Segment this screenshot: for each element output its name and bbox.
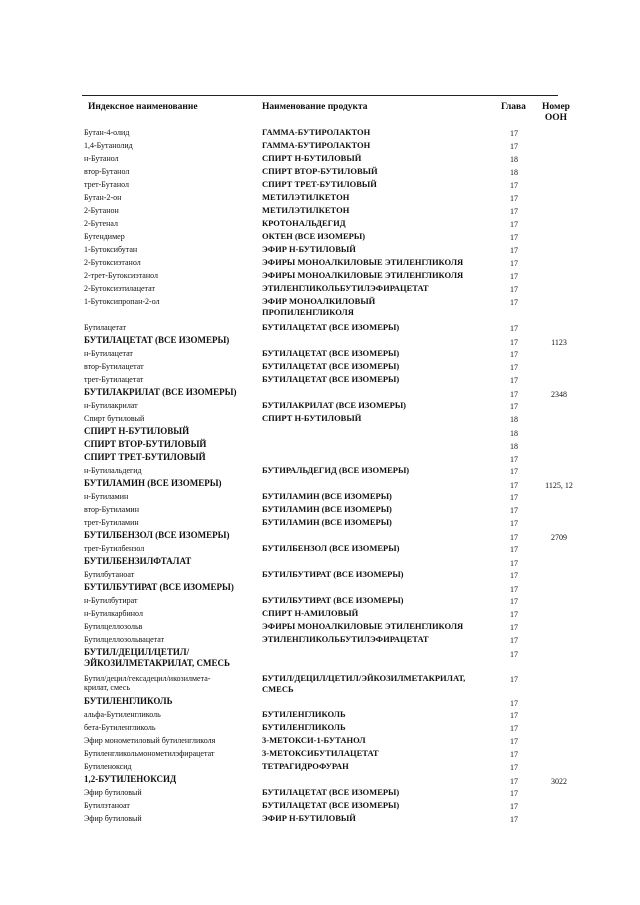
index-name-cell: Бутилацетат xyxy=(84,323,126,332)
chapter-cell: 17 xyxy=(510,533,518,542)
chapter-cell: 17 xyxy=(510,129,518,138)
product-name-cell: КРОТОНАЛЬДЕГИД xyxy=(262,218,346,228)
product-name-cell: БУТИЛБУТИРАТ (ВСЕ ИЗОМЕРЫ) xyxy=(262,569,404,579)
index-name-cell: Бутилцеллозольвацетат xyxy=(84,635,165,644)
product-name-cell: ЭФИР Н-БУТИЛОВЫЙ xyxy=(262,813,356,823)
index-name-cell: трет-Бутилбензол xyxy=(84,544,145,553)
chapter-cell: 17 xyxy=(510,650,518,659)
index-name-cell: БУТИЛЕНГЛИКОЛЬ xyxy=(84,696,173,706)
index-name-cell: н-Бутилакрилат xyxy=(84,401,138,410)
chapter-cell: 17 xyxy=(510,194,518,203)
index-name-cell: 1,2-БУТИЛЕНОКСИД xyxy=(84,774,177,784)
index-name-cell: н-Бутанол xyxy=(84,154,119,163)
chapter-cell: 17 xyxy=(510,802,518,811)
index-name-cell: Бутан-4-олид xyxy=(84,128,130,137)
product-name-cell: ЭФИРЫ МОНОАЛКИЛОВЫЕ ЭТИЛЕНГЛИКОЛЯ xyxy=(262,270,464,280)
index-name-cell: н-Бутилкарбинол xyxy=(84,609,143,618)
index-name-cell: Бутиленоксид xyxy=(84,762,132,771)
product-name-cell: БУТИЛАЦЕТАТ (ВСЕ ИЗОМЕРЫ) xyxy=(262,800,400,810)
index-name-cell: н-Бутилбутират xyxy=(84,596,138,605)
index-name-cell: Эфир бутиловый xyxy=(84,788,142,797)
product-name-cell: БУТИЛАЦЕТАТ (ВСЕ ИЗОМЕРЫ) xyxy=(262,361,400,371)
product-name-cell: ГАММА-БУТИРОЛАКТОН xyxy=(262,140,371,150)
index-name-cell: БУТИЛАКРИЛАТ (ВСЕ ИЗОМЕРЫ) xyxy=(84,387,237,397)
index-name-cell: Бутиленгликольмонометилэфирацетат xyxy=(84,749,215,758)
chapter-cell: 17 xyxy=(510,207,518,216)
chapter-cell: 17 xyxy=(510,350,518,359)
chapter-cell: 17 xyxy=(510,181,518,190)
product-name-cell: СПИРТ Н-БУТИЛОВЫЙ xyxy=(262,153,362,163)
index-name-cell: Бутил/децил/гексадецил/икозилмета- xyxy=(84,674,211,683)
index-name-cell: Бутан-2-он xyxy=(84,193,122,202)
index-name-cell: трет-Бутиламин xyxy=(84,518,139,527)
product-name-cell-continued: СМЕСЬ xyxy=(262,684,294,694)
product-name-cell: ЭТИЛЕНГЛИКОЛЬБУТИЛЭФИРАЦЕТАТ xyxy=(262,283,429,293)
un-number-cell: 2709 xyxy=(551,533,567,542)
product-name-cell: МЕТИЛЭТИЛКЕТОН xyxy=(262,205,350,215)
chapter-cell: 17 xyxy=(510,724,518,733)
un-number-cell: 3022 xyxy=(551,777,567,786)
chapter-cell: 17 xyxy=(510,610,518,619)
index-name-cell: СПИРТ Н-БУТИЛОВЫЙ xyxy=(84,426,190,436)
chapter-cell: 17 xyxy=(510,777,518,786)
index-name-cell: Бутилэтаноат xyxy=(84,801,130,810)
product-name-cell: БУТИЛАМИН (ВСЕ ИЗОМЕРЫ) xyxy=(262,491,392,501)
index-name-cell: БУТИЛБЕНЗИЛФТАЛАТ xyxy=(84,556,192,566)
index-name-cell: втор-Бутилацетат xyxy=(84,362,144,371)
index-name-cell: СПИРТ ВТОР-БУТИЛОВЫЙ xyxy=(84,439,207,449)
chapter-cell: 17 xyxy=(510,750,518,759)
index-name-cell: БУТИЛАЦЕТАТ (ВСЕ ИЗОМЕРЫ) xyxy=(84,335,230,345)
chapter-cell: 17 xyxy=(510,363,518,372)
product-name-cell: ТЕТРАГИДРОФУРАН xyxy=(262,761,349,771)
chapter-cell: 17 xyxy=(510,763,518,772)
header-product-name: Наименование продукта xyxy=(262,102,368,112)
chapter-cell: 17 xyxy=(510,298,518,307)
index-name-cell: альфа-Бутиленгликоль xyxy=(84,710,161,719)
product-name-cell: ЭФИР Н-БУТИЛОВЫЙ xyxy=(262,244,356,254)
product-name-cell: БУТИЛЕНГЛИКОЛЬ xyxy=(262,709,346,719)
header-index-name: Индексное наименование xyxy=(88,102,198,112)
index-name-cell: 1-Бутоксипропан-2-ол xyxy=(84,297,160,306)
product-name-cell: БУТИЛАКРИЛАТ (ВСЕ ИЗОМЕРЫ) xyxy=(262,400,407,410)
chapter-cell: 17 xyxy=(510,272,518,281)
product-name-cell: БУТИЛ/ДЕЦИЛ/ЦЕТИЛ/ЭЙКОЗИЛМЕТАКРИЛАТ, xyxy=(262,673,466,683)
product-name-cell: БУТИРАЛЬДЕГИД (ВСЕ ИЗОМЕРЫ) xyxy=(262,465,410,475)
index-name-cell: 2-Бутоксиэтилацетат xyxy=(84,284,155,293)
un-number-cell: 2348 xyxy=(551,390,567,399)
chapter-cell: 17 xyxy=(510,597,518,606)
chapter-cell: 17 xyxy=(510,467,518,476)
chapter-cell: 17 xyxy=(510,376,518,385)
chapter-cell: 17 xyxy=(510,220,518,229)
chapter-cell: 17 xyxy=(510,390,518,399)
index-name-cell: 2-трет-Бутоксиэтанол xyxy=(84,271,159,280)
product-name-cell: БУТИЛАЦЕТАТ (ВСЕ ИЗОМЕРЫ) xyxy=(262,787,400,797)
product-name-cell: МЕТИЛЭТИЛКЕТОН xyxy=(262,192,350,202)
index-name-cell: БУТИЛБЕНЗОЛ (ВСЕ ИЗОМЕРЫ) xyxy=(84,530,230,540)
chapter-cell: 17 xyxy=(510,338,518,347)
un-number-cell: 1123 xyxy=(551,338,567,347)
chapter-cell: 17 xyxy=(510,481,518,490)
index-name-cell: Эфир монометиловый бутиленгликоля xyxy=(84,736,216,745)
index-name-cell: 2-Бутенал xyxy=(84,219,118,228)
index-name-cell: бета-Бутиленгликоль xyxy=(84,723,156,732)
chapter-cell: 17 xyxy=(510,711,518,720)
chapter-cell: 17 xyxy=(510,493,518,502)
index-name-cell: н-Бутиламин xyxy=(84,492,129,501)
chapter-cell: 17 xyxy=(510,571,518,580)
product-name-cell: ЭТИЛЕНГЛИКОЛЬБУТИЛЭФИРАЦЕТАТ xyxy=(262,634,429,644)
product-name-cell: БУТИЛЕНГЛИКОЛЬ xyxy=(262,722,346,732)
chapter-cell: 18 xyxy=(510,415,518,424)
chapter-cell: 17 xyxy=(510,519,518,528)
chapter-cell: 18 xyxy=(510,155,518,164)
chapter-cell: 18 xyxy=(510,168,518,177)
index-name-cell: 1,4-Бутанолид xyxy=(84,141,133,150)
product-name-cell: БУТИЛАМИН (ВСЕ ИЗОМЕРЫ) xyxy=(262,504,392,514)
index-name-cell: 2-Бутанон xyxy=(84,206,119,215)
index-name-cell: Эфир бутиловый xyxy=(84,814,142,823)
chapter-cell: 17 xyxy=(510,259,518,268)
index-name-cell: Бутилцеллозольв xyxy=(84,622,143,631)
index-name-cell: БУТИЛАМИН (ВСЕ ИЗОМЕРЫ) xyxy=(84,478,222,488)
index-name-cell-continued: крилат, смесь xyxy=(84,683,130,692)
product-name-cell: БУТИЛБУТИРАТ (ВСЕ ИЗОМЕРЫ) xyxy=(262,595,404,605)
index-name-cell: трет-Бутанол xyxy=(84,180,130,189)
product-name-cell: БУТИЛАЦЕТАТ (ВСЕ ИЗОМЕРЫ) xyxy=(262,374,400,384)
chapter-cell: 17 xyxy=(510,585,518,594)
index-name-cell: БУТИЛБУТИРАТ (ВСЕ ИЗОМЕРЫ) xyxy=(84,582,234,592)
product-name-cell: ГАММА-БУТИРОЛАКТОН xyxy=(262,127,371,137)
product-name-cell: БУТИЛАМИН (ВСЕ ИЗОМЕРЫ) xyxy=(262,517,392,527)
index-name-cell: Бутендимер xyxy=(84,232,125,241)
product-name-cell: СПИРТ ВТОР-БУТИЛОВЫЙ xyxy=(262,166,378,176)
index-name-cell: 2-Бутоксиэтанол xyxy=(84,258,141,267)
chapter-cell: 17 xyxy=(510,623,518,632)
chapter-cell: 17 xyxy=(510,285,518,294)
index-name-cell: втор-Бутанол xyxy=(84,167,130,176)
chapter-cell: 18 xyxy=(510,442,518,451)
product-name-cell-continued: ПРОПИЛЕНГЛИКОЛЯ xyxy=(262,307,354,317)
header-un-number: Номер ООН xyxy=(542,102,570,123)
chapter-cell: 18 xyxy=(510,429,518,438)
un-number-cell: 1125, 12 xyxy=(545,481,573,490)
product-name-cell: БУТИЛАЦЕТАТ (ВСЕ ИЗОМЕРЫ) xyxy=(262,322,400,332)
chapter-cell: 17 xyxy=(510,506,518,515)
index-name-cell: трет-Бутилацетат xyxy=(84,375,144,384)
product-name-cell: СПИРТ Н-БУТИЛОВЫЙ xyxy=(262,413,362,423)
chapter-cell: 17 xyxy=(510,737,518,746)
chapter-cell: 17 xyxy=(510,402,518,411)
index-name-cell: н-Бутилальдегид xyxy=(84,466,142,475)
product-name-cell: ЭФИР МОНОАЛКИЛОВЫЙ xyxy=(262,296,376,306)
product-name-cell: ЭФИРЫ МОНОАЛКИЛОВЫЕ ЭТИЛЕНГЛИКОЛЯ xyxy=(262,257,464,267)
chapter-cell: 17 xyxy=(510,815,518,824)
chapter-cell: 17 xyxy=(510,699,518,708)
index-name-cell: СПИРТ ТРЕТ-БУТИЛОВЫЙ xyxy=(84,452,206,462)
index-name-cell: 1-Бутоксибутан xyxy=(84,245,138,254)
product-name-cell: ОКТЕН (ВСЕ ИЗОМЕРЫ) xyxy=(262,231,366,241)
index-name-cell-continued: ЭЙКОЗИЛМЕТАКРИЛАТ, СМЕСЬ xyxy=(84,658,230,668)
chapter-cell: 17 xyxy=(510,636,518,645)
index-name-cell: БУТИЛ/ДЕЦИЛ/ЦЕТИЛ/ xyxy=(84,647,190,657)
product-name-cell: 3-МЕТОКСИБУТИЛАЦЕТАТ xyxy=(262,748,379,758)
header-chapter: Глава xyxy=(501,102,526,112)
product-name-cell: СПИРТ ТРЕТ-БУТИЛОВЫЙ xyxy=(262,179,377,189)
chapter-cell: 17 xyxy=(510,455,518,464)
chapter-cell: 17 xyxy=(510,324,518,333)
index-name-cell: н-Бутилацетат xyxy=(84,349,133,358)
index-name-cell: втор-Бутиламин xyxy=(84,505,139,514)
product-name-cell: БУТИЛБЕНЗОЛ (ВСЕ ИЗОМЕРЫ) xyxy=(262,543,400,553)
index-name-cell: Спирт бутиловый xyxy=(84,414,145,423)
chapter-cell: 17 xyxy=(510,545,518,554)
chapter-cell: 17 xyxy=(510,142,518,151)
chapter-cell: 17 xyxy=(510,233,518,242)
chapter-cell: 17 xyxy=(510,675,518,684)
product-name-cell: ЭФИРЫ МОНОАЛКИЛОВЫЕ ЭТИЛЕНГЛИКОЛЯ xyxy=(262,621,464,631)
product-name-cell: БУТИЛАЦЕТАТ (ВСЕ ИЗОМЕРЫ) xyxy=(262,348,400,358)
product-name-cell: 3-МЕТОКСИ-1-БУТАНОЛ xyxy=(262,735,366,745)
index-name-cell: Бутилбутаноат xyxy=(84,570,135,579)
chapter-cell: 17 xyxy=(510,559,518,568)
chapter-cell: 17 xyxy=(510,246,518,255)
chapter-cell: 17 xyxy=(510,789,518,798)
product-name-cell: СПИРТ Н-АМИЛОВЫЙ xyxy=(262,608,359,618)
